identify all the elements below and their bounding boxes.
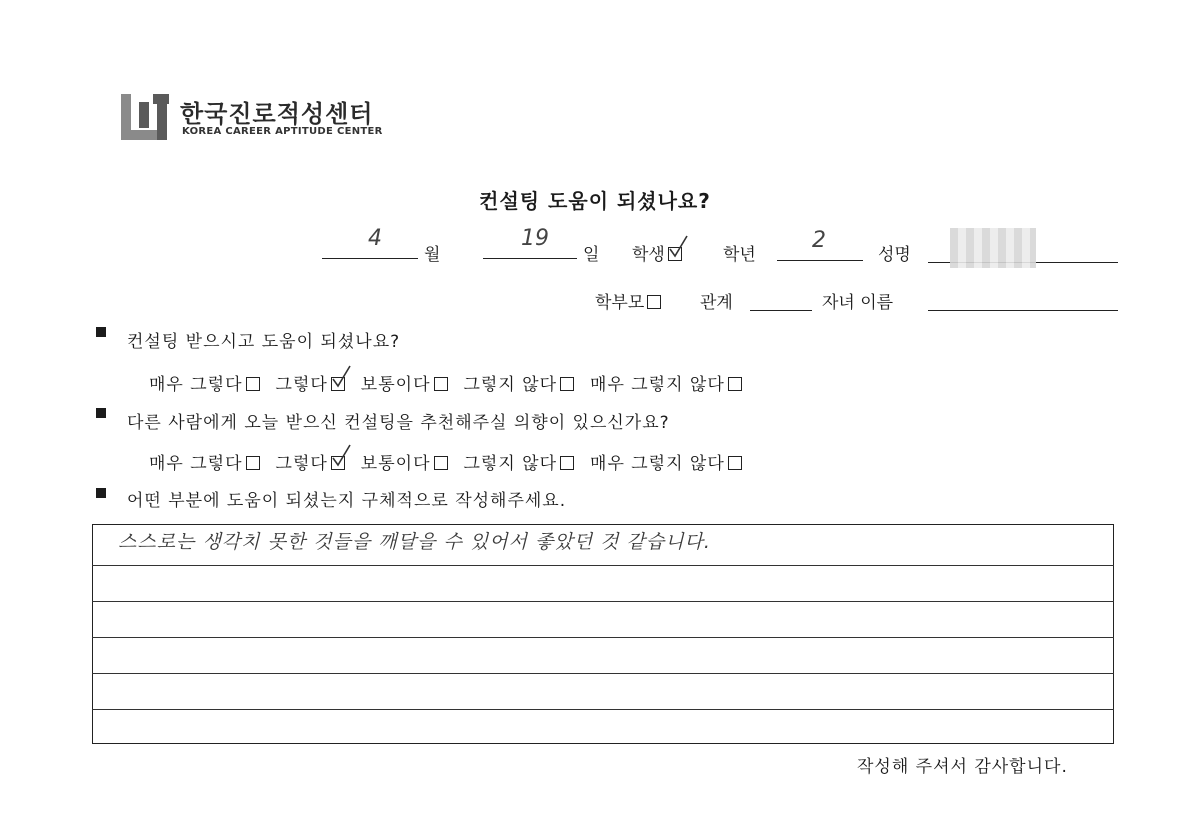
question-bullet — [96, 488, 106, 498]
parent-label: 학부모 — [595, 293, 645, 313]
answer-box[interactable] — [92, 524, 1114, 744]
question-1-text: 컨설팅 받으시고 도움이 되셨나요? — [127, 332, 401, 352]
answer-rule-line — [92, 637, 1114, 638]
question-3-text: 어떤 부분에 도움이 되셨는지 구체적으로 작성해주세요. — [127, 491, 567, 511]
day-label: 일 — [583, 245, 600, 265]
question-bullet — [96, 408, 106, 418]
q1-checkbox-very-disagree[interactable] — [728, 377, 742, 391]
checkmark-icon — [330, 444, 352, 468]
q1-option-agree[interactable]: 그렇다 — [276, 370, 345, 395]
checkmark-icon — [330, 365, 352, 389]
q1-checkbox-agree[interactable] — [331, 377, 345, 391]
q2-option-disagree[interactable]: 그렇지 않다 — [464, 449, 575, 474]
q1-option-very-agree[interactable]: 매우 그렇다 — [149, 370, 260, 395]
checkmark-icon — [667, 235, 689, 259]
answer-rule-line — [92, 673, 1114, 674]
grade-underline — [777, 260, 863, 261]
q2-option-neutral[interactable]: 보통이다 — [361, 449, 448, 474]
question-2-text: 다른 사람에게 오늘 받으신 컨설팅을 추천해주실 의향이 있으신가요? — [127, 413, 670, 433]
month-value[interactable]: 4 — [368, 226, 382, 251]
q1-option-disagree[interactable]: 그렇지 않다 — [464, 370, 575, 395]
handwritten-answer[interactable]: 스스로는 생각치 못한 것들을 깨달을 수 있어서 좋았던 것 같습니다. — [118, 531, 711, 553]
question-2-options — [149, 449, 758, 474]
q1-option-neutral[interactable]: 보통이다 — [361, 370, 448, 395]
logo-mark-icon — [121, 94, 169, 140]
parent-checkbox[interactable] — [647, 295, 661, 309]
redacted-name — [950, 228, 1036, 268]
answer-rule-line — [92, 565, 1114, 566]
child-name-label: 자녀 이름 — [822, 293, 894, 313]
student-checkbox[interactable] — [668, 247, 682, 261]
q1-checkbox-neutral[interactable] — [434, 377, 448, 391]
q2-option-very-agree[interactable]: 매우 그렇다 — [149, 449, 260, 474]
q1-checkbox-disagree[interactable] — [560, 377, 574, 391]
month-label: 월 — [424, 245, 441, 265]
logo-name-korean: 한국진로적성센터 — [180, 100, 374, 128]
question-bullet — [96, 327, 106, 337]
day-underline — [483, 258, 577, 259]
thank-you-note: 작성해 주셔서 감사합니다. — [857, 757, 1068, 777]
q2-checkbox-agree[interactable] — [331, 456, 345, 470]
grade-label: 학년 — [723, 245, 756, 265]
parent-option[interactable] — [595, 288, 661, 313]
q2-option-very-disagree[interactable]: 매우 그렇지 않다 — [590, 449, 742, 474]
name-label: 성명 — [878, 245, 911, 265]
grade-value[interactable]: 2 — [812, 228, 826, 253]
q1-checkbox-very-agree[interactable] — [246, 377, 260, 391]
month-underline — [322, 258, 418, 259]
logo-name-english: KOREA CAREER APTITUDE CENTER — [182, 126, 383, 137]
q2-checkbox-disagree[interactable] — [560, 456, 574, 470]
q1-option-very-disagree[interactable]: 매우 그렇지 않다 — [590, 370, 742, 395]
q2-checkbox-very-disagree[interactable] — [728, 456, 742, 470]
student-option[interactable] — [632, 240, 682, 265]
child-name-underline — [928, 310, 1118, 311]
student-label: 학생 — [632, 245, 665, 265]
q2-checkbox-neutral[interactable] — [434, 456, 448, 470]
question-1-options — [149, 370, 758, 395]
answer-rule-line — [92, 709, 1114, 710]
relation-underline — [750, 310, 812, 311]
answer-rule-line — [92, 601, 1114, 602]
form-title: 컨설팅 도움이 되셨나요? — [479, 189, 711, 213]
day-value[interactable]: 19 — [521, 226, 549, 251]
q2-option-agree[interactable]: 그렇다 — [276, 449, 345, 474]
q2-checkbox-very-agree[interactable] — [246, 456, 260, 470]
relation-label: 관계 — [700, 293, 733, 313]
